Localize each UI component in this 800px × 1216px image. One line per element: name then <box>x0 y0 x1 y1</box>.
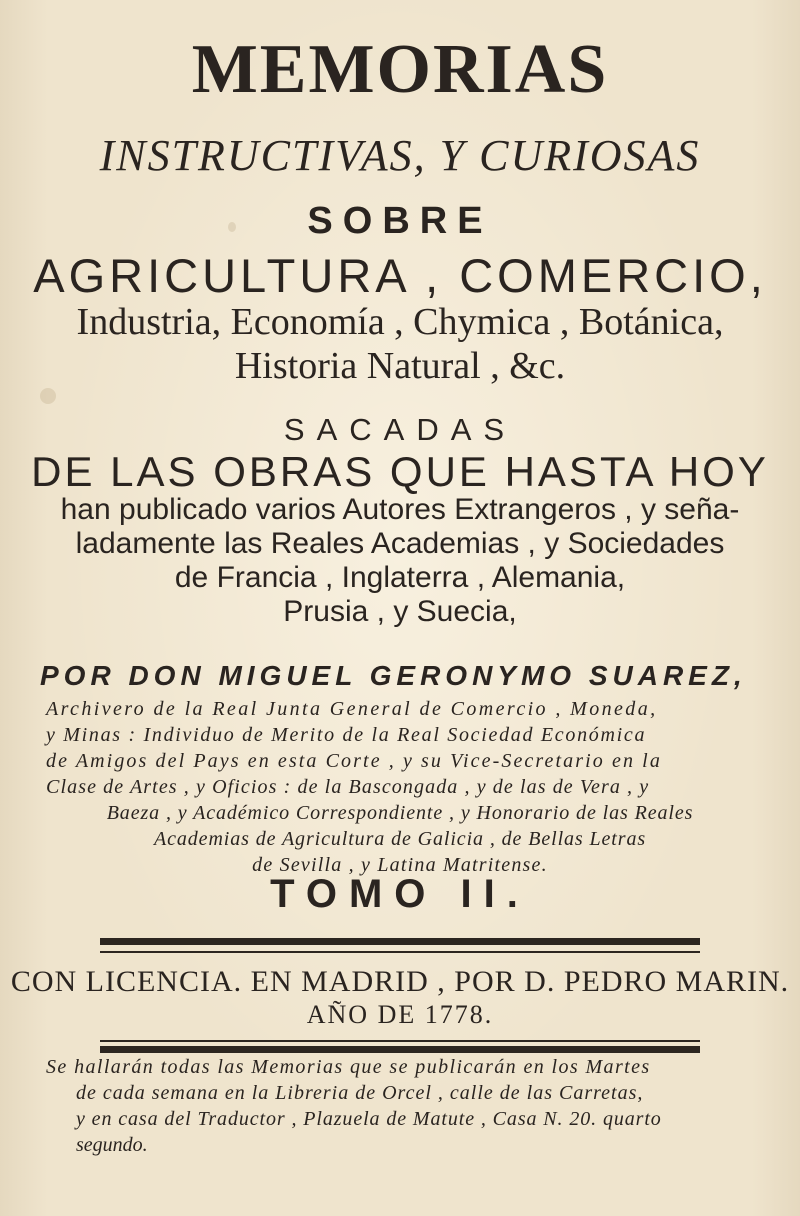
subjects-line-3: Historia Natural , &c. <box>234 345 566 387</box>
source-line-1: DE LAS OBRAS QUE HASTA HOY <box>31 448 769 495</box>
ornamental-rule <box>100 938 700 945</box>
author-credential-line: Baeza , y Académico Correspondiente , y Honorario de las Reales <box>106 802 694 824</box>
source-line-5: Prusia , y Suecia, <box>283 595 517 628</box>
sobre-heading: SOBRE <box>307 200 493 242</box>
author-name: POR DON MIGUEL GERONYMO SUAREZ, <box>40 660 747 691</box>
imprint-year: AÑO DE 1778. <box>306 1000 494 1029</box>
subjects-line-1: AGRICULTURA , COMERCIO, <box>33 249 767 302</box>
thin-rule <box>100 951 700 953</box>
sale-note-line: segundo. <box>76 1134 148 1156</box>
volume-number: TOMO II. <box>270 872 530 916</box>
author-credential-line: de Sevilla , y Latina Matritense. <box>252 854 548 876</box>
source-line-4: de Francia , Inglaterra , Alemania, <box>174 561 626 594</box>
paper-stain <box>40 388 56 404</box>
sacadas-heading: SACADAS <box>283 412 517 447</box>
source-line-2: han publicado varios Autores Extrangeros , y seña- <box>60 493 740 526</box>
ornamental-rule <box>100 1046 700 1053</box>
sale-note-line: y en casa del Traductor , Plazuela de Matute , Casa N. 20. quarto <box>76 1108 662 1130</box>
author-credential-line: y Minas : Individuo de Merito de la Real Sociedad Económica <box>46 724 647 746</box>
imprint-licence: CON LICENCIA. EN MADRID , POR D. PEDRO MARIN. <box>10 965 790 998</box>
sale-note-line: Se hallarán todas las Memorias que se publicarán en los Martes <box>46 1056 651 1078</box>
source-line-3: ladamente las Reales Academias , y Sociedades <box>75 527 725 560</box>
author-credential-line: Clase de Artes , y Oficios : de la Bascongada , y de las de Vera , y <box>46 776 650 798</box>
thin-rule <box>100 1040 700 1042</box>
author-credential-line: de Amigos del Pays en esta Corte , y su Vice-Secretario en la <box>46 750 662 772</box>
author-credential-line: Archivero de la Real Junta General de Comercio , Moneda, <box>46 698 658 720</box>
author-credential-line: Academias de Agricultura de Galicia , de Bellas Letras <box>153 828 647 850</box>
main-title: MEMORIAS <box>191 31 609 108</box>
subjects-line-2: Industria, Economía , Chymica , Botánica, <box>76 301 724 343</box>
sale-note-line: de cada semana en la Libreria de Orcel , calle de las Carretas, <box>76 1082 644 1104</box>
subtitle: INSTRUCTIVAS, Y CURIOSAS <box>99 131 701 180</box>
